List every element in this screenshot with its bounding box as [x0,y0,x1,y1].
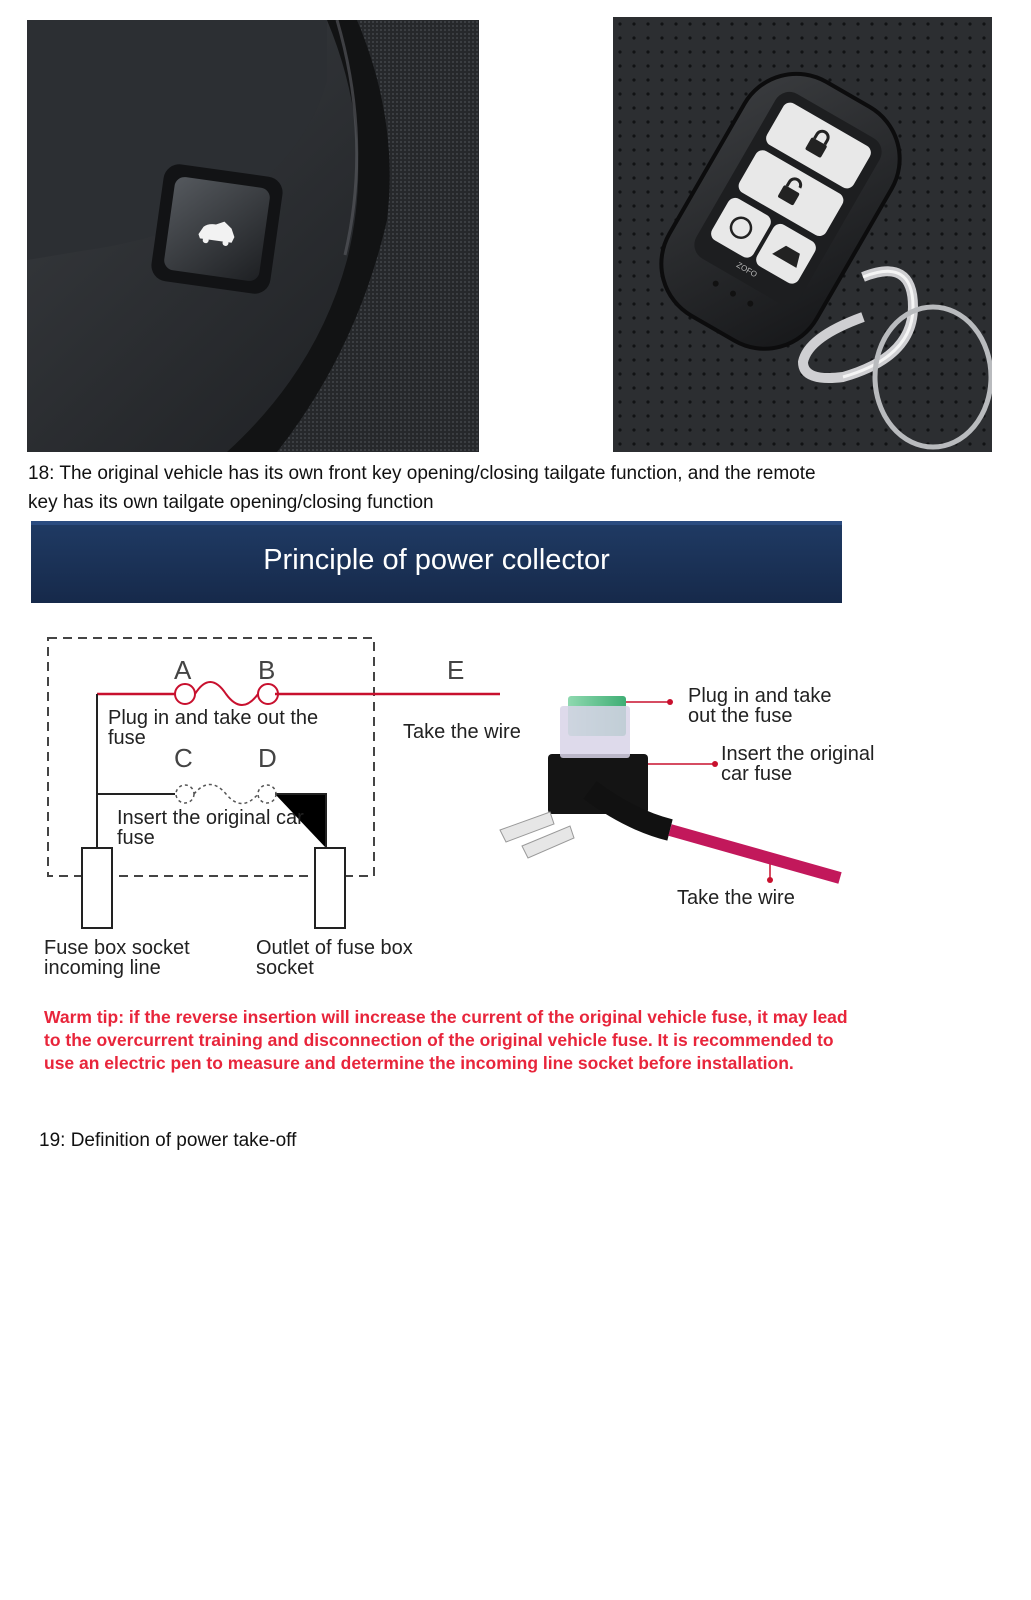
callout-plug-fuse: Plug in and take out the fuse [688,685,832,727]
label-d: D [258,743,277,773]
remote-key-photo [613,17,992,452]
diagram-title: Principle of power collector [31,521,842,603]
callout-insert-fuse: Insert the original car fuse [721,743,875,785]
label-take-wire: Take the wire [403,721,521,743]
label-a: A [174,655,192,685]
fuse-box-socket-out [315,848,345,928]
caption-fig-19: 19: Definition of power take-off [39,1130,297,1151]
label-c: C [174,743,193,773]
caption-fig-18: 18: The original vehicle has its own front key opening/closing tailgate function, and the remote key has its own tailgate opening/closing function [28,463,816,513]
tailgate-button-photo [27,20,479,452]
fob-text: ZOFO [734,260,759,280]
callout-take-wire: Take the wire [677,887,795,909]
label-b: B [258,655,276,685]
label-insert-fuse: Insert the original car fuse [117,807,304,849]
fuse-box-socket-in [82,848,112,928]
label-fuse-box-in: Fuse box socket incoming line [44,937,190,979]
label-e: E [447,655,465,685]
warm-tip: Warm tip: if the reverse insertion will increase the current of the original vehicle fuse, it may lead to the overcurrent training and disconnection of the original vehicle fuse. It is recommended to use an electric pen to measure and determine the incoming line socket before installation. [44,1007,848,1073]
label-plug-fuse: Plug in and take out the fuse [108,707,319,749]
label-fuse-box-out: Outlet of fuse box socket [256,937,413,979]
